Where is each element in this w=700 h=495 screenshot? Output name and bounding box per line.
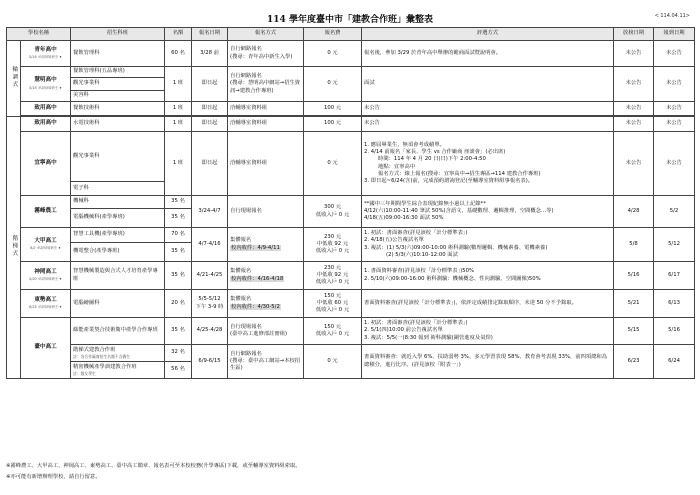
eval-cell: 書面資料審查(詳見該校「計分標準表」)，依評定成績排定錄取順序，未達 50 分不予錄取。 [362, 290, 614, 318]
school-cell: 臺中高工 [21, 318, 71, 379]
release-cell: 4/28 [614, 196, 654, 228]
release-cell: 未公告 [614, 41, 654, 67]
school-cell: 神岡高工 5/20 申請招收新生 ⚫ [21, 262, 71, 290]
method-cell: 集體報名 校內收件：4/16-4/18 [228, 262, 304, 290]
method-cell: 自行網路報名 (搜尋：青年高中新生入學) [228, 41, 304, 67]
table-row [7, 262, 695, 290]
report-cell: 未公告 [654, 102, 695, 116]
report-cell: 未公告 [654, 41, 695, 67]
dept-cell: 電腦機械科(產學專班) [71, 209, 165, 228]
date-cell: 即日起 [192, 117, 228, 132]
fee-cell: 0 元 [304, 41, 362, 67]
header-school: 學校名稱 [7, 28, 71, 41]
eval-cell: 未公告 [362, 102, 614, 116]
quota-cell: 1 班 [165, 132, 192, 196]
quota-cell: 35 名 [165, 318, 192, 345]
school-cell: 東勢高工 6/25 申請招收新生 ⚫ [21, 290, 71, 318]
table-row [7, 102, 695, 116]
dept-cell: 電腦繪圖科 [71, 290, 165, 318]
report-cell: 5/2 [654, 196, 695, 228]
table-row [7, 132, 695, 182]
header-report: 報到日期 [654, 28, 695, 41]
school-cell: 慧明高中 5/16 申請招收新生 ⚫ [21, 67, 71, 102]
date-cell: 5/5-5/12 下午 3-9 時 [192, 290, 228, 318]
date-cell: 3/28 前 [192, 41, 228, 67]
method-cell: 自行現場報名 (臺中高工進修部註冊組) [228, 318, 304, 345]
eval-cell: 1. 初試：書面審查(詳見該校「計分標準表」) 2. 4/18(五)公告複試名單 3. 複試：(1) 5/3(六)09:00-10:00 術科測驗(數理邏輯、機械素養、電機素養) (2) 5/3(六)10:10-12:00 面試 [362, 228, 614, 262]
date-cell: 即日起 [192, 102, 228, 116]
dept-cell: 電子科 [71, 182, 165, 196]
dept-cell: 觀光事業科 [71, 132, 165, 182]
quota-cell: 1 班 [165, 117, 192, 132]
quota-cell: 35 名 [165, 209, 192, 228]
header-fee: 報名費 [304, 28, 362, 41]
table-row [7, 117, 695, 132]
date-cell: 4/21-4/25 [192, 262, 228, 290]
header-date: 報名日期 [192, 28, 228, 41]
release-cell: 5/8 [614, 228, 654, 262]
school-cell: 大甲高工 6/2 申請招收新生 ⚫ [21, 228, 71, 262]
method-cell: 自行網路報名 (搜尋：慧明高中網站→招生資訊→建教合作專班) [228, 67, 304, 102]
school-cell: 致用高中 [21, 102, 71, 116]
table-row [7, 228, 695, 243]
header-method: 報名方式 [228, 28, 304, 41]
eval-cell: 1. 初試：書面審查(詳見該校「計分標準表」) 2. 5/1(四)10:00 前公告複試名單 3. 複試：5/5(一)8:30 報到 術科測驗(銅管進度及氣焊) [362, 318, 614, 345]
report-cell: 未公告 [654, 67, 695, 102]
quota-cell: 35 名 [165, 262, 192, 290]
table-row [7, 41, 695, 67]
quota-cell: 1 班 [165, 102, 192, 116]
category-ladder: 階梯式 [7, 117, 21, 379]
dept-cell: 美容科 [71, 91, 165, 102]
school-cell: 霧峰農工 [21, 196, 71, 228]
release-cell: 未公告 [614, 132, 654, 196]
report-cell: 5/12 [654, 228, 695, 262]
release-cell: 未公告 [614, 102, 654, 116]
dept-cell: 餐飲技術科 [71, 102, 165, 116]
report-cell: 未公告 [654, 117, 695, 132]
release-cell: 6/23 [614, 345, 654, 379]
category-rotation: 輪調式 [7, 41, 21, 117]
dept-cell: 觀光事業科 [71, 78, 165, 91]
table-row [7, 318, 695, 345]
quota-cell: 20 名 [165, 290, 192, 318]
quota-cell: 35 名 [165, 196, 192, 209]
quota-cell: 1 班 [165, 67, 192, 102]
main-table [6, 27, 695, 379]
release-cell: 未公告 [614, 117, 654, 132]
table-row [7, 345, 695, 362]
quota-cell: 60 名 [165, 41, 192, 67]
header-dept: 招生科班 [71, 28, 165, 41]
method-cell: 集體報名 校內收件：4/30-5/2 [228, 290, 304, 318]
date-stamp: < 114.04.11> [654, 13, 690, 19]
eval-cell: 報名後，參加 3/29 於青年高中舉辦的範商面試暨說明會。 [362, 41, 614, 67]
fee-cell: 300 元 低收入戶 0 元 [304, 196, 362, 228]
method-cell: 集體報名 校內收件：4/9-4/11 [228, 228, 304, 262]
eval-cell: 書面資料審查：就近入學 6%、扶助弱勢 3%、多元學習表現 58%、教育會考表現 33%，前四項總和為總積分，進行比序。(詳見該校「附表一」) [362, 345, 614, 379]
fee-cell: 230 元 中低收 92 元 低收入戶 0 元 [304, 262, 362, 290]
dept-cell: 智慧機械製造與合式人才培育產學專班 [71, 262, 165, 290]
header-quota: 名額 [165, 28, 192, 41]
header-release: 放榜日期 [614, 28, 654, 41]
eval-cell: 1. 書面資料審查(詳見該校「計分標準表」)50% 2. 5/10(六)09:00-16:00 術科測驗：機械概念、性向測驗、空間圖像)50% [362, 262, 614, 290]
dept-cell: 精密機械產學訓建教合作班 註：限女學生 [71, 362, 165, 379]
method-cell: 洽輔導室資料組 [228, 102, 304, 116]
quota-cell: 56 名 [165, 362, 192, 379]
method-cell: 自行網路報名 (搜尋：臺中高工網站→本校招生區) [228, 345, 304, 379]
fee-cell: 100 元 [304, 117, 362, 132]
report-cell: 未公告 [654, 132, 695, 196]
release-cell: 未公告 [614, 67, 654, 102]
date-cell: 4/7-4/16 [192, 228, 228, 262]
dept-cell: 餐飲管理科 [71, 41, 165, 67]
fee-cell: 150 元 中低收 60 元 低收入戶 0 元 [304, 290, 362, 318]
quota-cell: 35 名 [165, 243, 192, 262]
eval-cell: **國中三年期間學生綜合表現紀錄無小過以上記錄** 4/12(六)10:00-11:40 筆試 50%(含語文、基礎數理、邏輯推理，空間概念…等) 4/18(五)09:00-16:30 面試 50% [362, 196, 614, 228]
quota-cell: 32 名 [165, 345, 192, 362]
eval-cell: 面試 [362, 67, 614, 102]
date-cell: 即日起 [192, 67, 228, 102]
fee-cell: 0 元 [304, 67, 362, 102]
eval-cell: 1. 應屆畢業生，無須會考成績單。 2. 4/14 前報名「家長、學生 vs 合作廠商 座談會」(必出席) 時間：114 年 4 月 20 日(日)下午 2:00-4:50 地點：宜寧高中 報名方式：線上報名(搜尋：宜寧高中→招生專區→114 建教合作專班) 3. 即日起~6/24(含)前，完成預約諮詢登記(至輔導室資料組事報名表)。 [362, 132, 614, 196]
report-cell: 6/24 [654, 345, 695, 379]
dept-cell: 智慧工具機(產學專班) [71, 228, 165, 243]
report-cell: 6/13 [654, 290, 695, 318]
report-cell: 5/16 [654, 318, 695, 345]
method-cell: 洽輔導室資料組 [228, 132, 304, 196]
table-row [7, 196, 695, 209]
footnote-1: ※霧峰農工、大甲高工、神岡高工、東勢高工、臺中高工簡章、報名表可至本校校務(升學專區)下載，或至輔導室資料組索取。 [6, 463, 301, 469]
school-cell: 青年高中 5/16 申請招收新生 ⚫ [21, 41, 71, 67]
dept-cell: 水電技術科 [71, 117, 165, 132]
date-cell: 6/9-6/15 [192, 345, 228, 379]
table-row [7, 290, 695, 318]
table-row [7, 67, 695, 78]
fee-cell: 0 元 [304, 132, 362, 196]
fee-cell: 100 元 [304, 102, 362, 116]
release-cell: 5/16 [614, 262, 654, 290]
dept-cell: 機械科 [71, 196, 165, 209]
dept-cell: 綠能產業契合技術衛中產學合作專班 [71, 318, 165, 345]
school-cell: 宜寧高中 [21, 132, 71, 196]
release-cell: 5/15 [614, 318, 654, 345]
dept-cell: 機電整合(產學專班) [71, 243, 165, 262]
date-cell: 即日起 [192, 132, 228, 196]
quota-cell: 70 名 [165, 228, 192, 243]
fee-cell: 0 元 [304, 345, 362, 379]
dept-cell: 餐飲管理科(五品專班) [71, 67, 165, 78]
header-row [7, 28, 695, 41]
method-cell: 自行現場報名 [228, 196, 304, 228]
dept-cell: 階梯式建教合作班 註：各合作廠商招生名額不含僑生 [71, 345, 165, 362]
report-cell: 6/17 [654, 262, 695, 290]
method-cell: 洽輔導室資料組 [228, 117, 304, 132]
fee-cell: 150 元 低收入戶 0 元 [304, 318, 362, 345]
fee-cell: 230 元 中低收 92 元 低收入戶 0 元 [304, 228, 362, 262]
school-cell: 致用高中 [21, 117, 71, 132]
page-title: 114 學年度臺中市「建教合作班」彙整表 [267, 15, 433, 25]
eval-cell: 未公告 [362, 117, 614, 132]
footnote-2: ※亦可能有新增辦理學校，請自行留意。 [6, 474, 101, 480]
header-eval: 評選方式 [362, 28, 614, 41]
release-cell: 5/21 [614, 290, 654, 318]
date-cell: 3/24-4/7 [192, 196, 228, 228]
date-cell: 4/25-4/28 [192, 318, 228, 345]
